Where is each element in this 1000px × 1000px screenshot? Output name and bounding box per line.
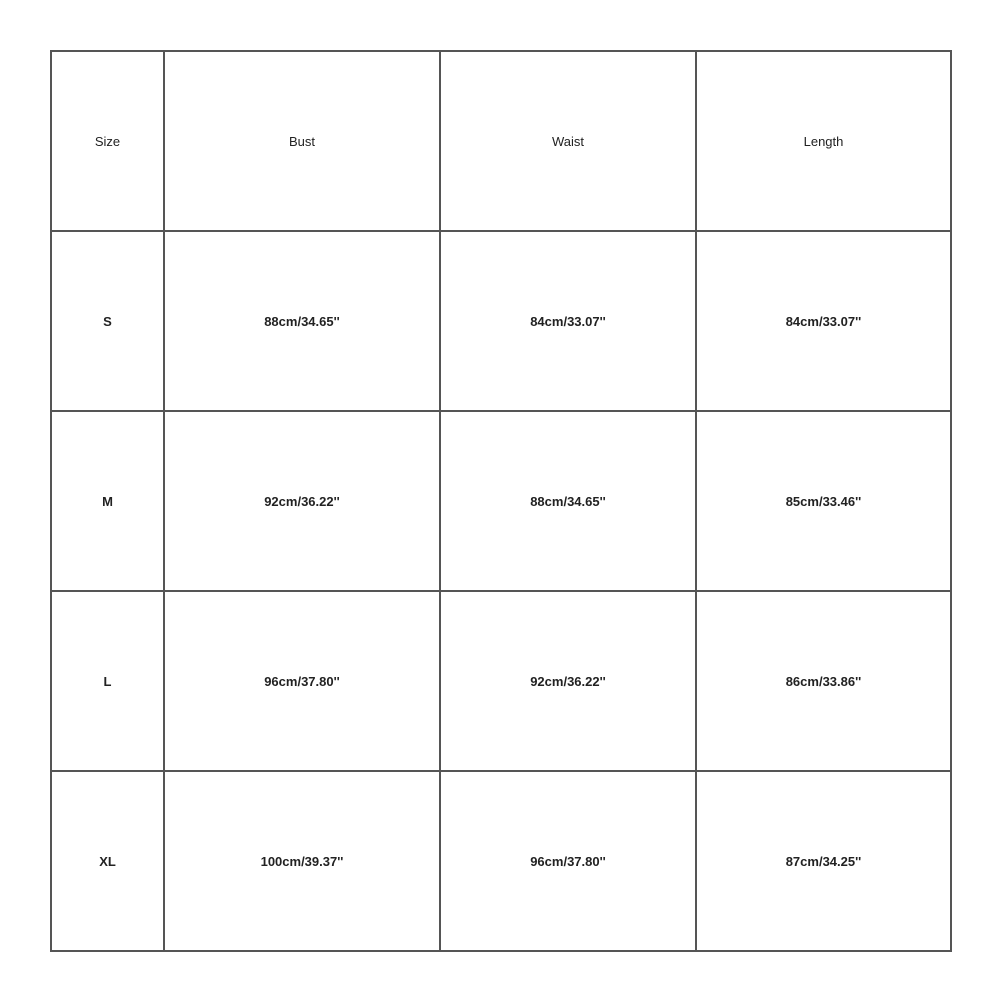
cell-bust: 96cm/37.80'' (164, 591, 440, 771)
cell-length: 84cm/33.07'' (696, 231, 951, 411)
header-bust: Bust (164, 51, 440, 231)
header-waist: Waist (440, 51, 696, 231)
header-size: Size (51, 51, 164, 231)
cell-size: L (51, 591, 164, 771)
table-row (51, 591, 951, 771)
cell-length: 85cm/33.46'' (696, 411, 951, 591)
cell-waist: 84cm/33.07'' (440, 231, 696, 411)
cell-waist: 96cm/37.80'' (440, 771, 696, 951)
cell-size: M (51, 411, 164, 591)
cell-waist: 88cm/34.65'' (440, 411, 696, 591)
cell-waist: 92cm/36.22'' (440, 591, 696, 771)
cell-size: XL (51, 771, 164, 951)
table-row (51, 411, 951, 591)
header-length: Length (696, 51, 951, 231)
cell-bust: 100cm/39.37'' (164, 771, 440, 951)
cell-length: 87cm/34.25'' (696, 771, 951, 951)
cell-length: 86cm/33.86'' (696, 591, 951, 771)
table-row (51, 771, 951, 951)
cell-size: S (51, 231, 164, 411)
cell-bust: 88cm/34.65'' (164, 231, 440, 411)
table-row (51, 231, 951, 411)
size-chart-table (50, 50, 952, 952)
table-header-row (51, 51, 951, 231)
cell-bust: 92cm/36.22'' (164, 411, 440, 591)
